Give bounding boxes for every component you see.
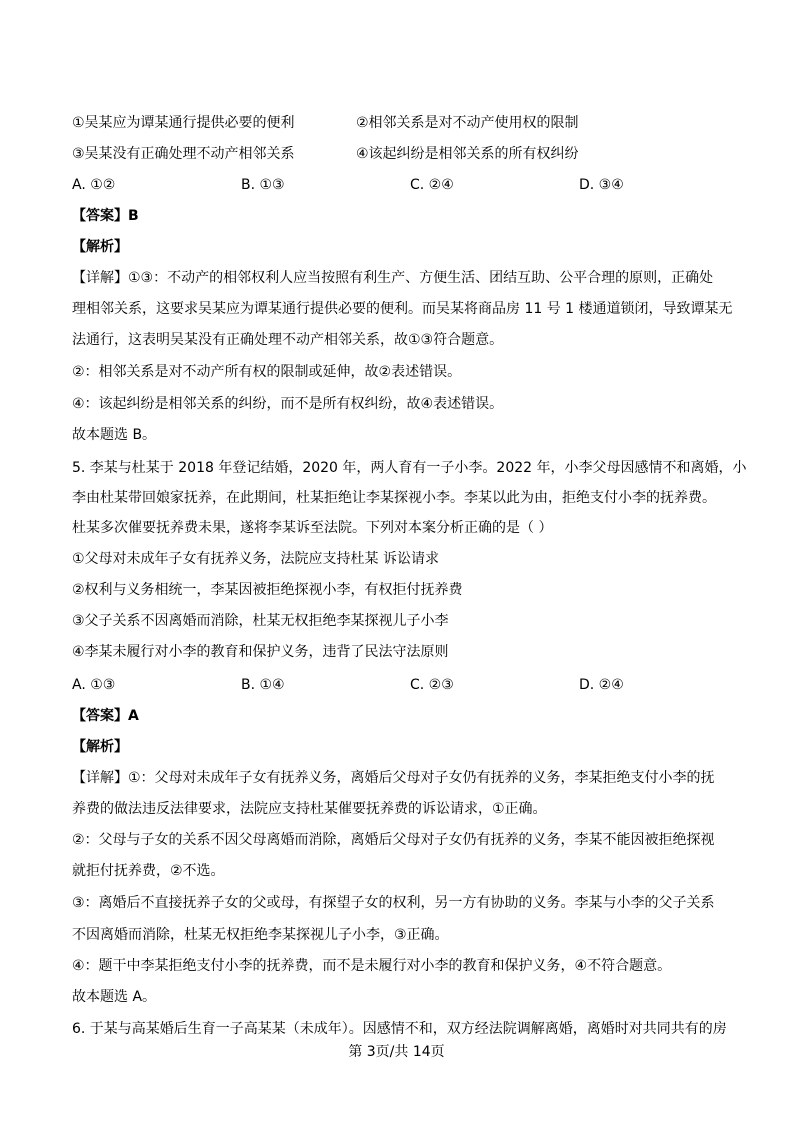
q4-choice-a: A. ①② [72,177,116,193]
q4-analysis-heading: 【解析】 [72,239,128,255]
q5-option: ④李某未履行对小李的教育和保护义务，违背了民法守法原则 [72,644,449,660]
q4-detail-line: 法通行，这表明吴某没有正确处理不动产相邻关系，故①③符合题意。 [72,332,504,348]
q4-choice-c: C. ②④ [410,177,454,193]
q5-choice-a: A. ①③ [72,677,116,693]
q4-choice-d: D. ③④ [579,177,624,193]
q4-detail-line: ④：该起纠纷是相邻关系的纠纷，而不是所有权纠纷，故④表述错误。 [72,396,504,412]
q4-option-2: ②相邻关系是对不动产使用权的限制 [356,115,579,131]
q5-stem-line: 李由杜某带回娘家抚养，在此期间，杜某拒绝让李某探视小李。李某以此为由，拒绝支付小李的抚养费。 [72,490,716,506]
q5-detail-line: 就拒付抚养费，②不选。 [72,863,225,879]
q5-detail-line: 【详解】①：父母对未成年子女有抚养义务，离婚后父母对子女仍有抚养的义务，李某拒绝支付小李的抚 [72,770,715,786]
q5-choice-b: B. ①④ [241,677,285,693]
q6-stem-line: 6. 于某与高某婚后生育一子高某某（未成年）。因感情不和，双方经法院调解离婚，离婚时对共同共有的房 [72,1021,727,1037]
q5-detail-line: ④：题干中李某拒绝支付小李的抚养费，而不是未履行对小李的教育和保护义务，④不符合题意。 [72,958,672,974]
q4-detail-line: 理相邻关系，这要求吴某应为谭某通行提供必要的便利。而吴某将商品房 11 号 1 楼通道锁闭，导致谭某无 [72,301,733,317]
q4-answer: 【答案】B [72,208,139,224]
q5-detail-line: 不因离婚而消除，杜某无权拒绝李某探视儿子小李，③正确。 [72,927,449,943]
q5-detail-line: 故本题选 A。 [72,989,157,1005]
q4-option-1: ①吴某应为谭某通行提供必要的便利 [72,115,295,131]
q5-stem-line: 5. 李某与杜某于 2018 年登记结婚，2020 年，两人育有一子小李。2022 年，小李父母因感情不和离婚，小 [72,460,747,476]
q5-detail-line: ③：离婚后不直接抚养子女的父或母，有探望子女的权利，另一方有协助的义务。李某与小李的父子关系 [72,895,715,911]
q5-analysis-heading: 【解析】 [72,739,128,755]
q5-option: ①父母对未成年子女有抚养义务，法院应支持杜某 诉讼请求 [72,551,439,567]
q5-choice-c: C. ②③ [410,677,454,693]
q4-option-3: ③吴某没有正确处理不动产相邻关系 [72,146,295,162]
q4-detail-line: ②：相邻关系是对不动产所有权的限制或延伸，故②表述错误。 [72,364,462,380]
q5-option: ③父子关系不因离婚而消除，杜某无权拒绝李某探视儿子小李 [72,613,449,629]
q5-detail-line: ②：父母与子女的关系不因父母离婚而消除，离婚后父母对子女仍有抚养的义务，李某不能因被拒绝探视 [72,832,715,848]
page-number: 第 3页/共 14页 [348,1044,445,1060]
q5-answer: 【答案】A [72,708,139,724]
q4-option-4: ④该起纠纷是相邻关系的所有权纠纷 [356,146,579,162]
q5-detail-line: 养费的做法违反法律要求，法院应支持杜某催要抚养费的诉讼请求，①正确。 [72,801,547,817]
q4-choice-b: B. ①③ [241,177,285,193]
q5-choice-d: D. ②④ [579,677,624,693]
q5-option: ②权利与义务相统一，李某因被拒绝探视小李，有权拒付抚养费 [72,582,463,598]
q4-detail-line: 【详解】①③：不动产的相邻权利人应当按照有利生产、方便生活、团结互助、公平合理的原则，正确处 [72,270,714,286]
q4-detail-line: 故本题选 B。 [72,427,157,443]
q5-stem-line: 杜某多次催要抚养费未果，遂将李某诉至法院。下列对本案分析正确的是（ ） [72,520,553,536]
